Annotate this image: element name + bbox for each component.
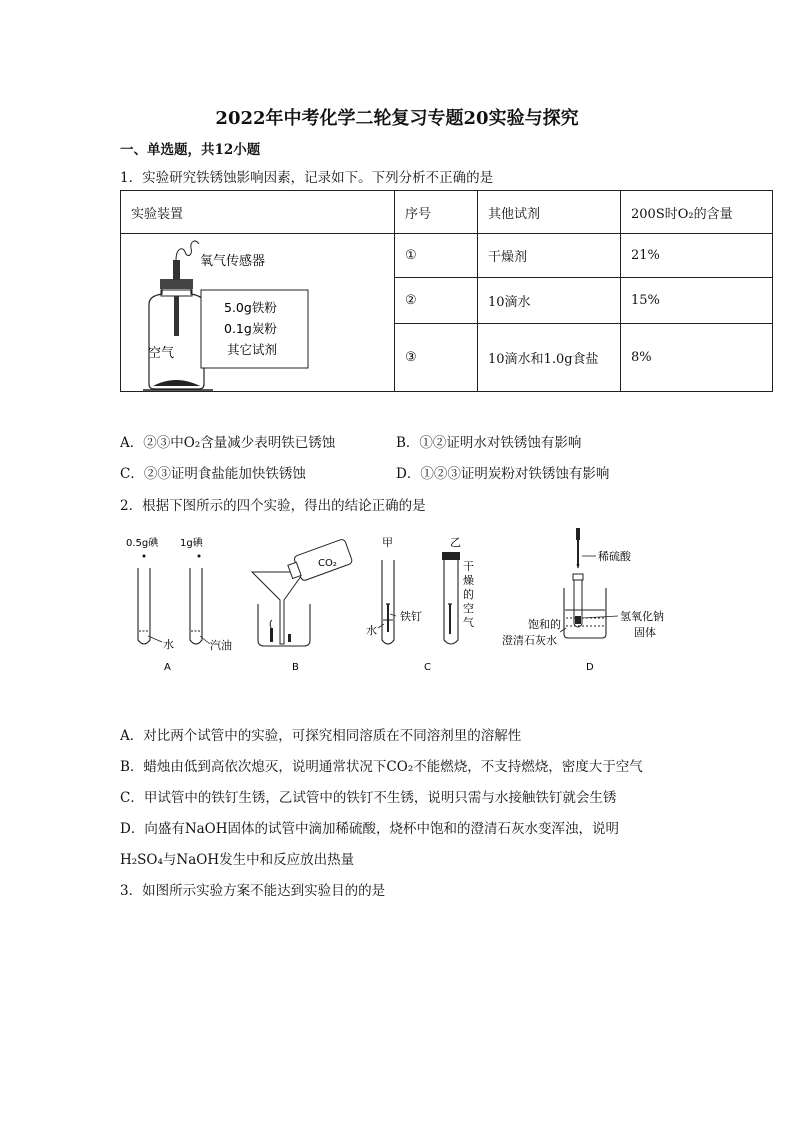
fig-label: 汽油 [210, 639, 232, 652]
question-2-stem: 2．根据下图所示的四个实验，得出的结论正确的是 [120, 498, 426, 514]
fig-label: 的 [463, 588, 474, 601]
q1-option-b: B．①②证明水对铁锈蚀有影响 [396, 435, 582, 451]
fig-panel-label: A [164, 662, 171, 673]
fig-label: 固体 [634, 626, 656, 639]
fig-label: 1g碘 [180, 538, 203, 549]
question-1-stem: 1．实验研究铁锈蚀影响因素，记录如下。下列分析不正确的是 [120, 170, 494, 186]
question-3-stem: 3．如图所示实验方案不能达到实验目的的是 [120, 883, 386, 899]
fig-label: 饱和的 [528, 618, 561, 631]
q2-experiments-figure [120, 524, 680, 676]
fig-label: 稀硫酸 [598, 550, 631, 563]
fig-label: 乙 [450, 536, 461, 549]
table-cell: ③ [395, 324, 478, 392]
fig-panel-label: C [424, 662, 431, 673]
page-title: 2022年中考化学二轮复习专题20实验与探究 [215, 108, 579, 129]
q2-option-b: B．蜡烛由低到高依次熄灭，说明通常状况下CO₂不能燃烧，不支持燃烧，密度大于空气 [120, 759, 643, 775]
table-cell: 21% [621, 234, 773, 278]
table-header: 200S时O₂的含量 [621, 191, 773, 234]
fig-label: 燥 [463, 574, 474, 587]
fig-label: 水 [163, 638, 174, 651]
table-cell: 干燥剂 [478, 234, 621, 278]
q2-option-d: D．向盛有NaOH固体的试管中滴加稀硫酸，烧杯中饱和的澄清石灰水变浑浊，说明 [120, 821, 620, 837]
table-header: 序号 [395, 191, 478, 234]
air-label: 空气 [148, 346, 175, 361]
fig-label: 空 [463, 602, 474, 615]
q1-option-c: C．②③证明食盐能加快铁锈蚀 [120, 466, 306, 482]
fig-label: 氢氧化钠 [620, 610, 664, 623]
q1-data-table [120, 190, 773, 392]
box-line: 0.1g炭粉 [224, 321, 277, 336]
table-header: 其他试剂 [478, 191, 621, 234]
box-line: 其它试剂 [227, 342, 278, 357]
fig-label: CO₂ [318, 558, 337, 569]
fig-panel-label: D [586, 662, 594, 673]
section-heading: 一、单选题，共12小题 [120, 142, 261, 158]
table-cell: ② [395, 277, 478, 324]
q2-option-c: C．甲试管中的铁钉生锈，乙试管中的铁钉不生锈，说明只需与水接触铁钉就会生锈 [120, 790, 617, 806]
q1-option-d: D．①②③证明炭粉对铁锈蚀有影响 [396, 466, 610, 482]
fig-panel-label: B [292, 662, 299, 673]
table-header: 实验装置 [121, 191, 395, 234]
q2-option-a: A．对比两个试管中的实验，可探究相同溶质在不同溶剂里的溶解性 [120, 728, 522, 744]
table-cell: 15% [621, 277, 773, 324]
table-cell: ① [395, 234, 478, 278]
fig-label: 气 [463, 616, 474, 629]
box-line: 5.0g铁粉 [224, 300, 277, 315]
sensor-label: 氧气传感器 [200, 254, 266, 269]
q1-option-a: A．②③中O₂含量减少表明铁已锈蚀 [120, 435, 336, 451]
q2-option-d-continued: H₂SO₄与NaOH发生中和反应放出热量 [120, 852, 355, 868]
fig-label: 0.5g碘 [126, 538, 159, 549]
table-cell: 8% [621, 324, 773, 392]
table-cell: 10滴水和1.0g食盐 [478, 324, 621, 392]
fig-label: 干 [463, 560, 474, 573]
fig-label: 甲 [382, 536, 393, 549]
apparatus-cell [121, 234, 395, 392]
fig-label: 铁钉 [400, 610, 422, 623]
fig-label: 澄清石灰水 [502, 634, 557, 647]
fig-label: 水 [366, 624, 377, 637]
table-cell: 10滴水 [478, 277, 621, 324]
iron-rust-apparatus-figure [121, 234, 394, 391]
